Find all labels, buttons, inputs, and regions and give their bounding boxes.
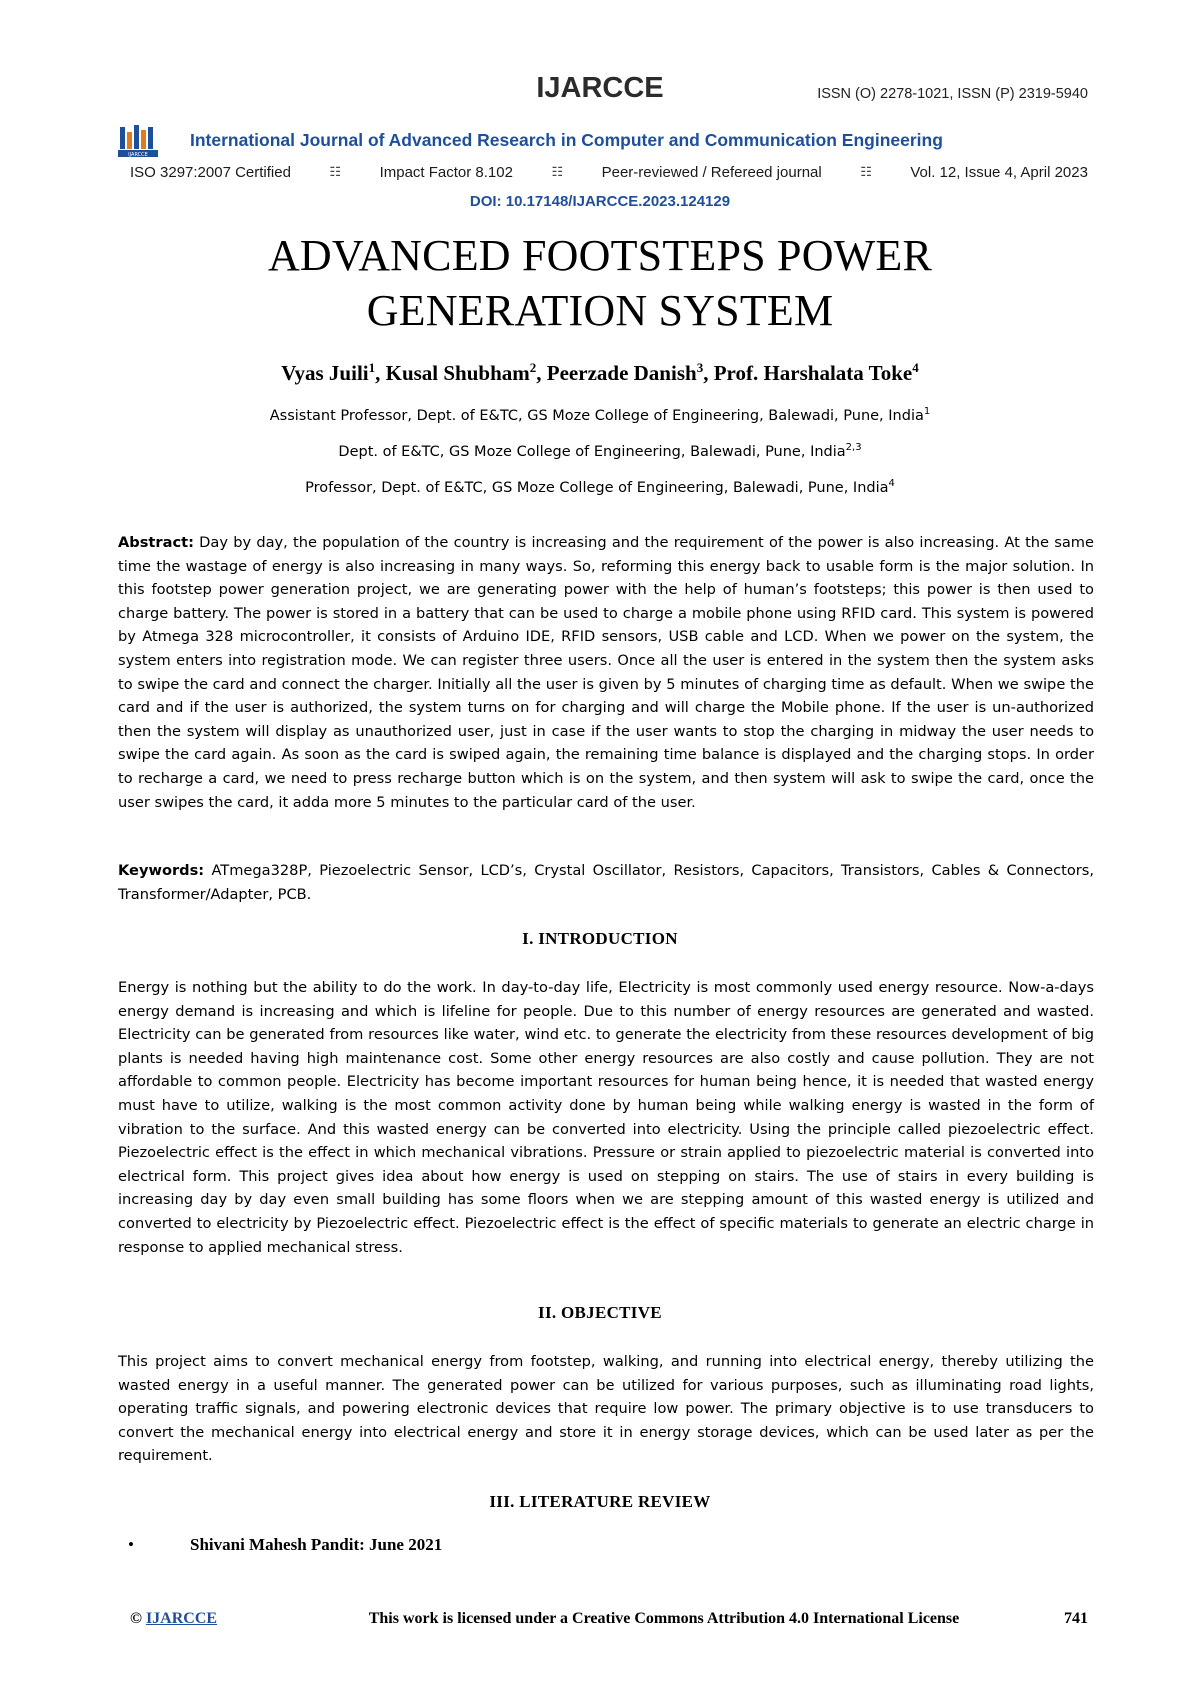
affiliation	[0, 406, 1200, 424]
author-separator: ,	[703, 361, 714, 385]
page-number: 741	[1064, 1610, 1088, 1627]
abstract-text: Day by day, the population of the country is increasing and the requirement of the power is also increasing. At the same time the wastage of energy is also increasing in many ways. So, reforming this energy back to usable form is the major solution. In this footstep power generation project, we are generating power with the help of human’s footsteps; this power is then used to charge battery. The power is stored in a battery that can be used to charge a mobile phone using RFID card. This system is powered by Atmega 328 microcontroller, it consists of Arduino IDE, RFID sensors, USB cable and LCD. When we power on the system, the system enters into registration mode. We can register three users. Once all the user is entered in the system then the system asks to swipe the card and connect the charger. Initially all the user is given by 5 minutes of charging time as default. When we swipe the card and if the user is authorized, the system turns on for charging and will charge the Mobile phone. If the user is un-authorized then the system will display as unauthorized user, just in case if the user wants to stop the charging in midway the user needs to swipe the card again. As soon as the card is swiped again, the remaining time balance is displayed and the charging stops. In order to recharge a card, we need to press recharge button which is on the system, and then system will ask to swipe the card, once the user swipes the card, it adda more 5 minutes to the particular card of the user.	[118, 534, 1094, 811]
journal-abbreviation: IJARCCE	[536, 72, 664, 104]
logo-text: IJARCCE	[128, 152, 148, 157]
affiliation-sup: 2,3	[845, 442, 862, 453]
journal-logo-icon	[118, 123, 158, 157]
copyright-icon: ©	[130, 1610, 142, 1627]
affiliation-sup: 4	[888, 478, 895, 489]
iso-certification: ISO 3297:2007 Certified	[130, 164, 291, 181]
objective-text: This project aims to convert mechanical energy from footstep, walking, and running into electrical energy, thereby utilizing the wasted energy in a useful manner. The generated power can be utilized for various purposes, such as illuminating road lights, operating traffic signals, and powering electronic devices that require low power. The primary objective is to use transducers to convert the mechanical energy into electrical energy and store it in energy storage devices, which can be used later as per the requirement.	[118, 1353, 1094, 1465]
title-line: GENERATION SYSTEM	[366, 286, 834, 335]
keywords-label: Keywords:	[118, 862, 205, 879]
meta-separator-icon: ☷	[860, 164, 872, 179]
doi-link[interactable]: DOI: 10.17148/IJARCCE.2023.124129	[469, 193, 731, 210]
abstract	[118, 531, 1094, 814]
author-separator: ,	[375, 361, 386, 385]
keywords-text: ATmega328P, Piezoelectric Sensor, LCD’s, Crystal Oscillator, Resistors, Capacitors, Transistors, Cables & Connectors, Transformer/Adapter, PCB.	[118, 862, 1094, 903]
author-sup: 2	[529, 360, 537, 375]
affiliation-text: Dept. of E&TC, GS Moze College of Engineering, Balewadi, Pune, India	[338, 443, 846, 460]
literature-list-item	[128, 1535, 442, 1555]
introduction-text: Energy is nothing but the ability to do the work. In day-to-day life, Electricity is most commonly used energy resource. Now-a-days energy demand is increasing and which is lifeline for people. Due to this number of energy resources are generated and wasted. Electricity can be generated from resources like water, wind etc. to generate the electricity from these resources development of big plants is needed having high maintenance cost. Some other energy resources are also costly and cause pollution. They are not affordable to common people. Electricity has become important resources for human being hence, it is needed that wasted energy must have to utilize, walking is the most common activity done by human being while walking energy is wasted in the form of vibration to the surface. And this wasted energy can be converted into electricity. Using the principle called piezoelectric effect. Piezoelectric effect is the effect in which mechanical vibrations. Pressure or strain applied to piezoelectric material is converted into electrical form. This project gives idea about how energy is used on stepping on stairs. The use of stairs in every building is increasing day by day even small building has some floors when we are stepping amount of this wasted energy is utilized and converted to electricity by Piezoelectric effect. Piezoelectric effect is the effect of specific materials to generate an electric charge in response to applied mechanical stress.	[118, 979, 1094, 1256]
author-sup: 4	[912, 360, 919, 375]
author-name: Peerzade Danish	[546, 361, 697, 385]
meta-separator-icon: ☷	[551, 164, 564, 179]
affiliation-sup: 1	[923, 406, 931, 417]
journal-meta-line	[130, 164, 1088, 181]
section-heading-introduction: I. INTRODUCTION	[522, 929, 678, 948]
copyright	[130, 1610, 300, 1628]
license-text: This work is licensed under a Creative Commons Attribution 4.0 International License	[368, 1610, 960, 1627]
affiliation-text: Professor, Dept. of E&TC, GS Moze College of Engineering, Balewadi, Pune, India	[305, 479, 889, 496]
author-separator: ,	[536, 361, 547, 385]
section-heading-literature-review: III. LITERATURE REVIEW	[489, 1492, 711, 1511]
author-sup: 3	[696, 360, 704, 375]
affiliation-text: Assistant Professor, Dept. of E&TC, GS Moze College of Engineering, Balewadi, Pune, India	[269, 407, 924, 424]
meta-separator-icon: ☷	[329, 164, 342, 179]
paper-title	[0, 228, 1200, 338]
author-list	[0, 360, 1200, 386]
peer-review-note: Peer-reviewed / Refereed journal	[601, 164, 822, 181]
issn-line: ISSN (O) 2278-1021, ISSN (P) 2319-5940	[817, 86, 1088, 102]
author-name: Kusal Shubham	[385, 361, 530, 385]
affiliation	[0, 478, 1200, 496]
bullet-icon: •	[128, 1535, 134, 1554]
affiliation	[0, 442, 1200, 460]
author-sup: 1	[368, 360, 376, 375]
abstract-label: Abstract:	[118, 534, 194, 551]
section-heading-objective: II. OBJECTIVE	[538, 1303, 662, 1322]
author-name: Vyas Juili	[281, 361, 369, 385]
literature-item-text: Shivani Mahesh Pandit: June 2021	[190, 1535, 443, 1554]
title-line: ADVANCED FOOTSTEPS POWER	[267, 231, 933, 280]
volume-issue: Vol. 12, Issue 4, April 2023	[910, 164, 1088, 181]
author-name: Prof. Harshalata Toke	[713, 361, 913, 385]
impact-factor: Impact Factor 8.102	[379, 164, 513, 181]
journal-full-name: International Journal of Advanced Research in Computer and Communication Engineering	[190, 130, 943, 150]
ijarcce-link[interactable]: IJARCCE	[145, 1610, 218, 1627]
page-footer	[130, 1610, 1088, 1628]
keywords	[118, 859, 1094, 906]
